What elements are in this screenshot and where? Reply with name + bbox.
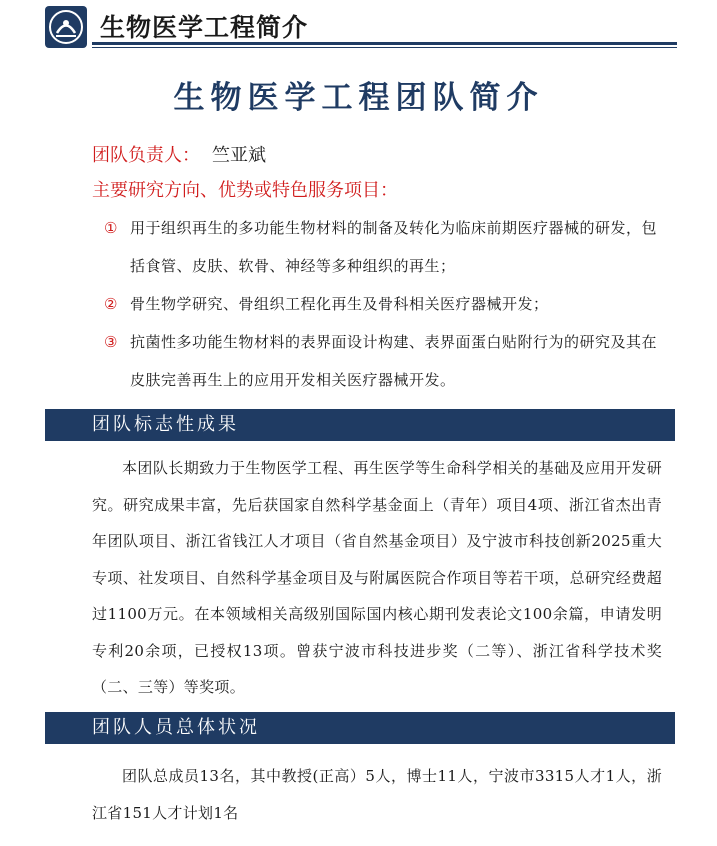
research-heading: 主要研究方向、优势或特色服务项目： <box>92 180 398 201</box>
research-item-text: 抗菌性多功能生物材料的表界面设计构建、表界面蛋白贴附行为的研究及其在皮肤完善再生上的应用开发相关医疗器械开发。 <box>130 333 658 389</box>
team-leader-name: 竺亚斌 <box>212 145 266 166</box>
section-title-members: 团队人员总体状况 <box>92 717 260 738</box>
section-bar-achievements <box>45 409 675 441</box>
header-divider-thin <box>92 47 677 48</box>
header-logo-icon <box>45 6 87 48</box>
header-divider <box>92 42 677 45</box>
section-title-achievements: 团队标志性成果 <box>92 414 239 435</box>
research-item-number: ② <box>104 295 118 313</box>
achievements-paragraph: 本团队长期致力于生物医学工程、再生医学等生命科学相关的基础及应用开发研究。研究成果丰富，先后获国家自然科学基金面上（青年）项目4项、浙江省杰出青年团队项目、浙江省钱江人才项目（省自然基金项目）及宁波市科技创新2025重大专项、社发项目、自然科学基金项目及与附属医院合作项目等若干项，总研究经费超过1100万元。在本领域相关高级别国际国内核心期刊发表论文100余篇，申请发明专利20余项，已授权13项。曾获宁波市科技进步奖（二等）、浙江省科学技术奖（二、三等）等奖项。 <box>92 459 662 696</box>
section-bar-members <box>45 712 675 744</box>
research-item-text: 用于组织再生的多功能生物材料的制备及转化为临床前期医疗器械的研发，包括食管、皮肤、软骨、神经等多种组织的再生； <box>130 219 658 275</box>
document-title: 生物医学工程团队简介 <box>173 80 544 116</box>
research-item-number: ③ <box>104 333 118 351</box>
team-leader-label: 团队负责人： <box>92 145 200 166</box>
members-paragraph: 团队总成员13名，其中教授(正高）5人，博士11人，宁波市3315人才1人，浙江省151人才计划1名 <box>92 767 662 822</box>
research-item-number: ① <box>104 219 118 237</box>
header-title: 生物医学工程简介 <box>100 13 309 42</box>
research-item-text: 骨生物学研究、骨组织工程化再生及骨科相关医疗器械开发； <box>130 295 549 313</box>
